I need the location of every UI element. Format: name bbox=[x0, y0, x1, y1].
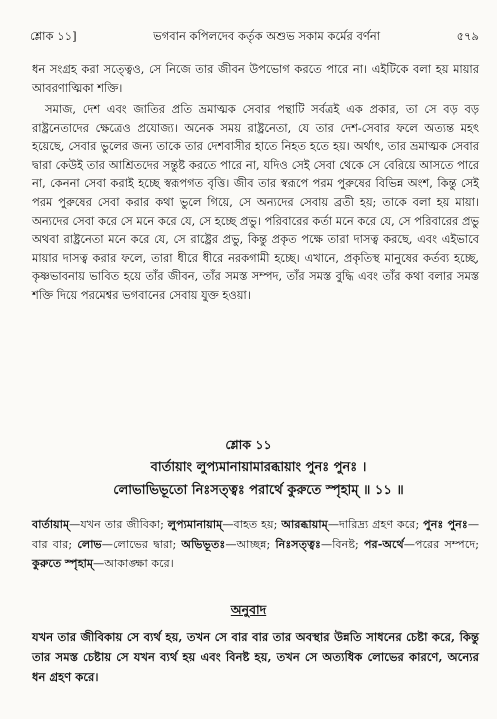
header-verse-ref: শ্লোক ১১] bbox=[30, 29, 77, 43]
synonym-word: অভিভূতঃ bbox=[181, 536, 226, 551]
synonyms bbox=[32, 515, 479, 574]
synonym-word: পুনঃ পুনঃ bbox=[423, 517, 468, 531]
verse-number: শ্লোক ১১ bbox=[225, 437, 272, 452]
verse-line-1: বার্তায়াং লুপ্যমানায়ামারব্ধায়াং পুনঃ পুনঃ । bbox=[150, 460, 367, 475]
purport-paragraph-2: সমাজ, দেশ এবং জাতির প্রতি ভ্রমাত্মক সেবার পন্থাটি সর্বত্রই এক প্রকার, তা সে বড় বড় রাষ্ট্রনেতাদের ক্ষেত্রেও প্রযোজ্য। অনেক সময় রাষ্ট্রনেতা, যে তার দেশ-সেবার ফলে অত্যন্ত মহৎ হয়েছে, সেবার ভুলের জন্য তাকে তার দেশবাসীর হাতে নিহত হতে হয়। অর্থাৎ, তার ভ্রমাত্মক সেবার দ্বারা কেউই তার আশ্রিতদের সন্তুষ্ট করতে পারে না, যদিও সেই সেবা থেকে সে বেরিয়ে আসতে পারে না, কেননা সেবা করাই হচ্ছে স্বরূপগত বৃত্তি। জীব তার স্বরূপে পরম পুরুষের বিভিন্ন অংশ, কিন্তু সেই পরম পুরুষের সেবা করার কথা ভুলে গিয়ে, সে অন্যদের সেবায় ব্রতী হয়; তাকে বলা হয় মায়া। অন্যদের সেবা করে সে মনে করে যে, সে হচ্ছে প্রভু। পরিবারের কর্তা মনে করে যে, সে পরিবারের প্রভু অথবা রাষ্ট্রনেতা মনে করে যে, সে রাষ্ট্রের প্রভু, কিন্তু প্রকৃত পক্ষে তারা দাসত্ব করছে, এবং এইভাবে মায়ার দাসত্ব করার ফলে, তারা ধীরে ধীরে নরকগামী হচ্ছে। এখানে, প্রকৃতিস্থ মানুষের কর্তব্য হচ্ছে, কৃষ্ণভাবনায় ভাবিত হয়ে তাঁর জীবন, তাঁর সমস্ত সম্পদ, তাঁর সমস্ত বুদ্ধি এবং তাঁর কথা বলার সমস্ত শক্তি দিয়ে পরমেশ্বর ভগবানের সেবায় যুক্ত হওয়া। bbox=[32, 102, 479, 302]
synonym-word: লোভ bbox=[77, 536, 102, 551]
synonym-meaning: —পরের সম্পদে; bbox=[403, 537, 480, 551]
header-title: ভগবান কপিলদেব কর্তৃক অশুভ সকাম কর্মের বর্ণনা bbox=[153, 29, 381, 43]
synonym-word: নিঃসত্ত্বঃ bbox=[275, 536, 322, 551]
synonym-word: পর-অর্থে bbox=[363, 536, 404, 551]
translation-heading: অনুবাদ bbox=[230, 602, 267, 617]
synonym-meaning: —বার বার; bbox=[32, 518, 480, 551]
purport-paragraph-1: ধন সংগ্রহ করা সত্ত্বেও, সে নিজে তার জীবন উপভোগ করতে পারে না। এইটিকে বলা হয় মায়ার আবরণাত্মিকা শক্তি। bbox=[32, 62, 479, 95]
synonym-meaning: —বাহত হয়; bbox=[222, 518, 282, 531]
synonym-meaning: —আকাঙ্ক্ষা করে। bbox=[93, 557, 174, 571]
page-header bbox=[30, 28, 479, 47]
synonym-meaning: —আচ্ছন্ন; bbox=[225, 537, 276, 551]
page-number: ৫৭৯ bbox=[456, 29, 479, 43]
synonym-word: স্পৃহাম্ bbox=[64, 556, 94, 571]
synonym-meaning: —যখন তার জীবিকা; bbox=[69, 518, 168, 531]
synonym-word: আরব্ধায়াম্ bbox=[281, 517, 328, 531]
synonym-word: লুপ্যমানায়াম্ bbox=[167, 517, 223, 531]
translation-text: যখন তার জীবিকায় সে ব্যর্থ হয়, তখন সে বার বার তার অবস্থার উন্নতি সাধনের চেষ্টা করে, কিন্তু তার সমস্ত চেষ্টায় সে যখন ব্যর্থ হয় এবং বিনষ্ট হয়, তখন সে অত্যধিক লোভের কারণে, অন্যের ধন গ্রহণ করে। bbox=[32, 630, 479, 684]
synonym-word: বার্তায়াম্ bbox=[32, 517, 70, 531]
synonym-meaning: —লোভের দ্বারা; bbox=[101, 537, 182, 551]
synonym-meaning: —বিনষ্ট; bbox=[321, 537, 364, 551]
synonym-word: কুরুতে bbox=[32, 556, 62, 571]
synonym-meaning: —দারিদ্র্য গ্রহণ করে; bbox=[327, 518, 424, 531]
verse-line-2: লোভাভিভূতো নিঃসত্ত্বঃ পরার্থে কুরুতে স্পৃহাম্‌ ॥ ১১ ॥ bbox=[113, 483, 404, 498]
